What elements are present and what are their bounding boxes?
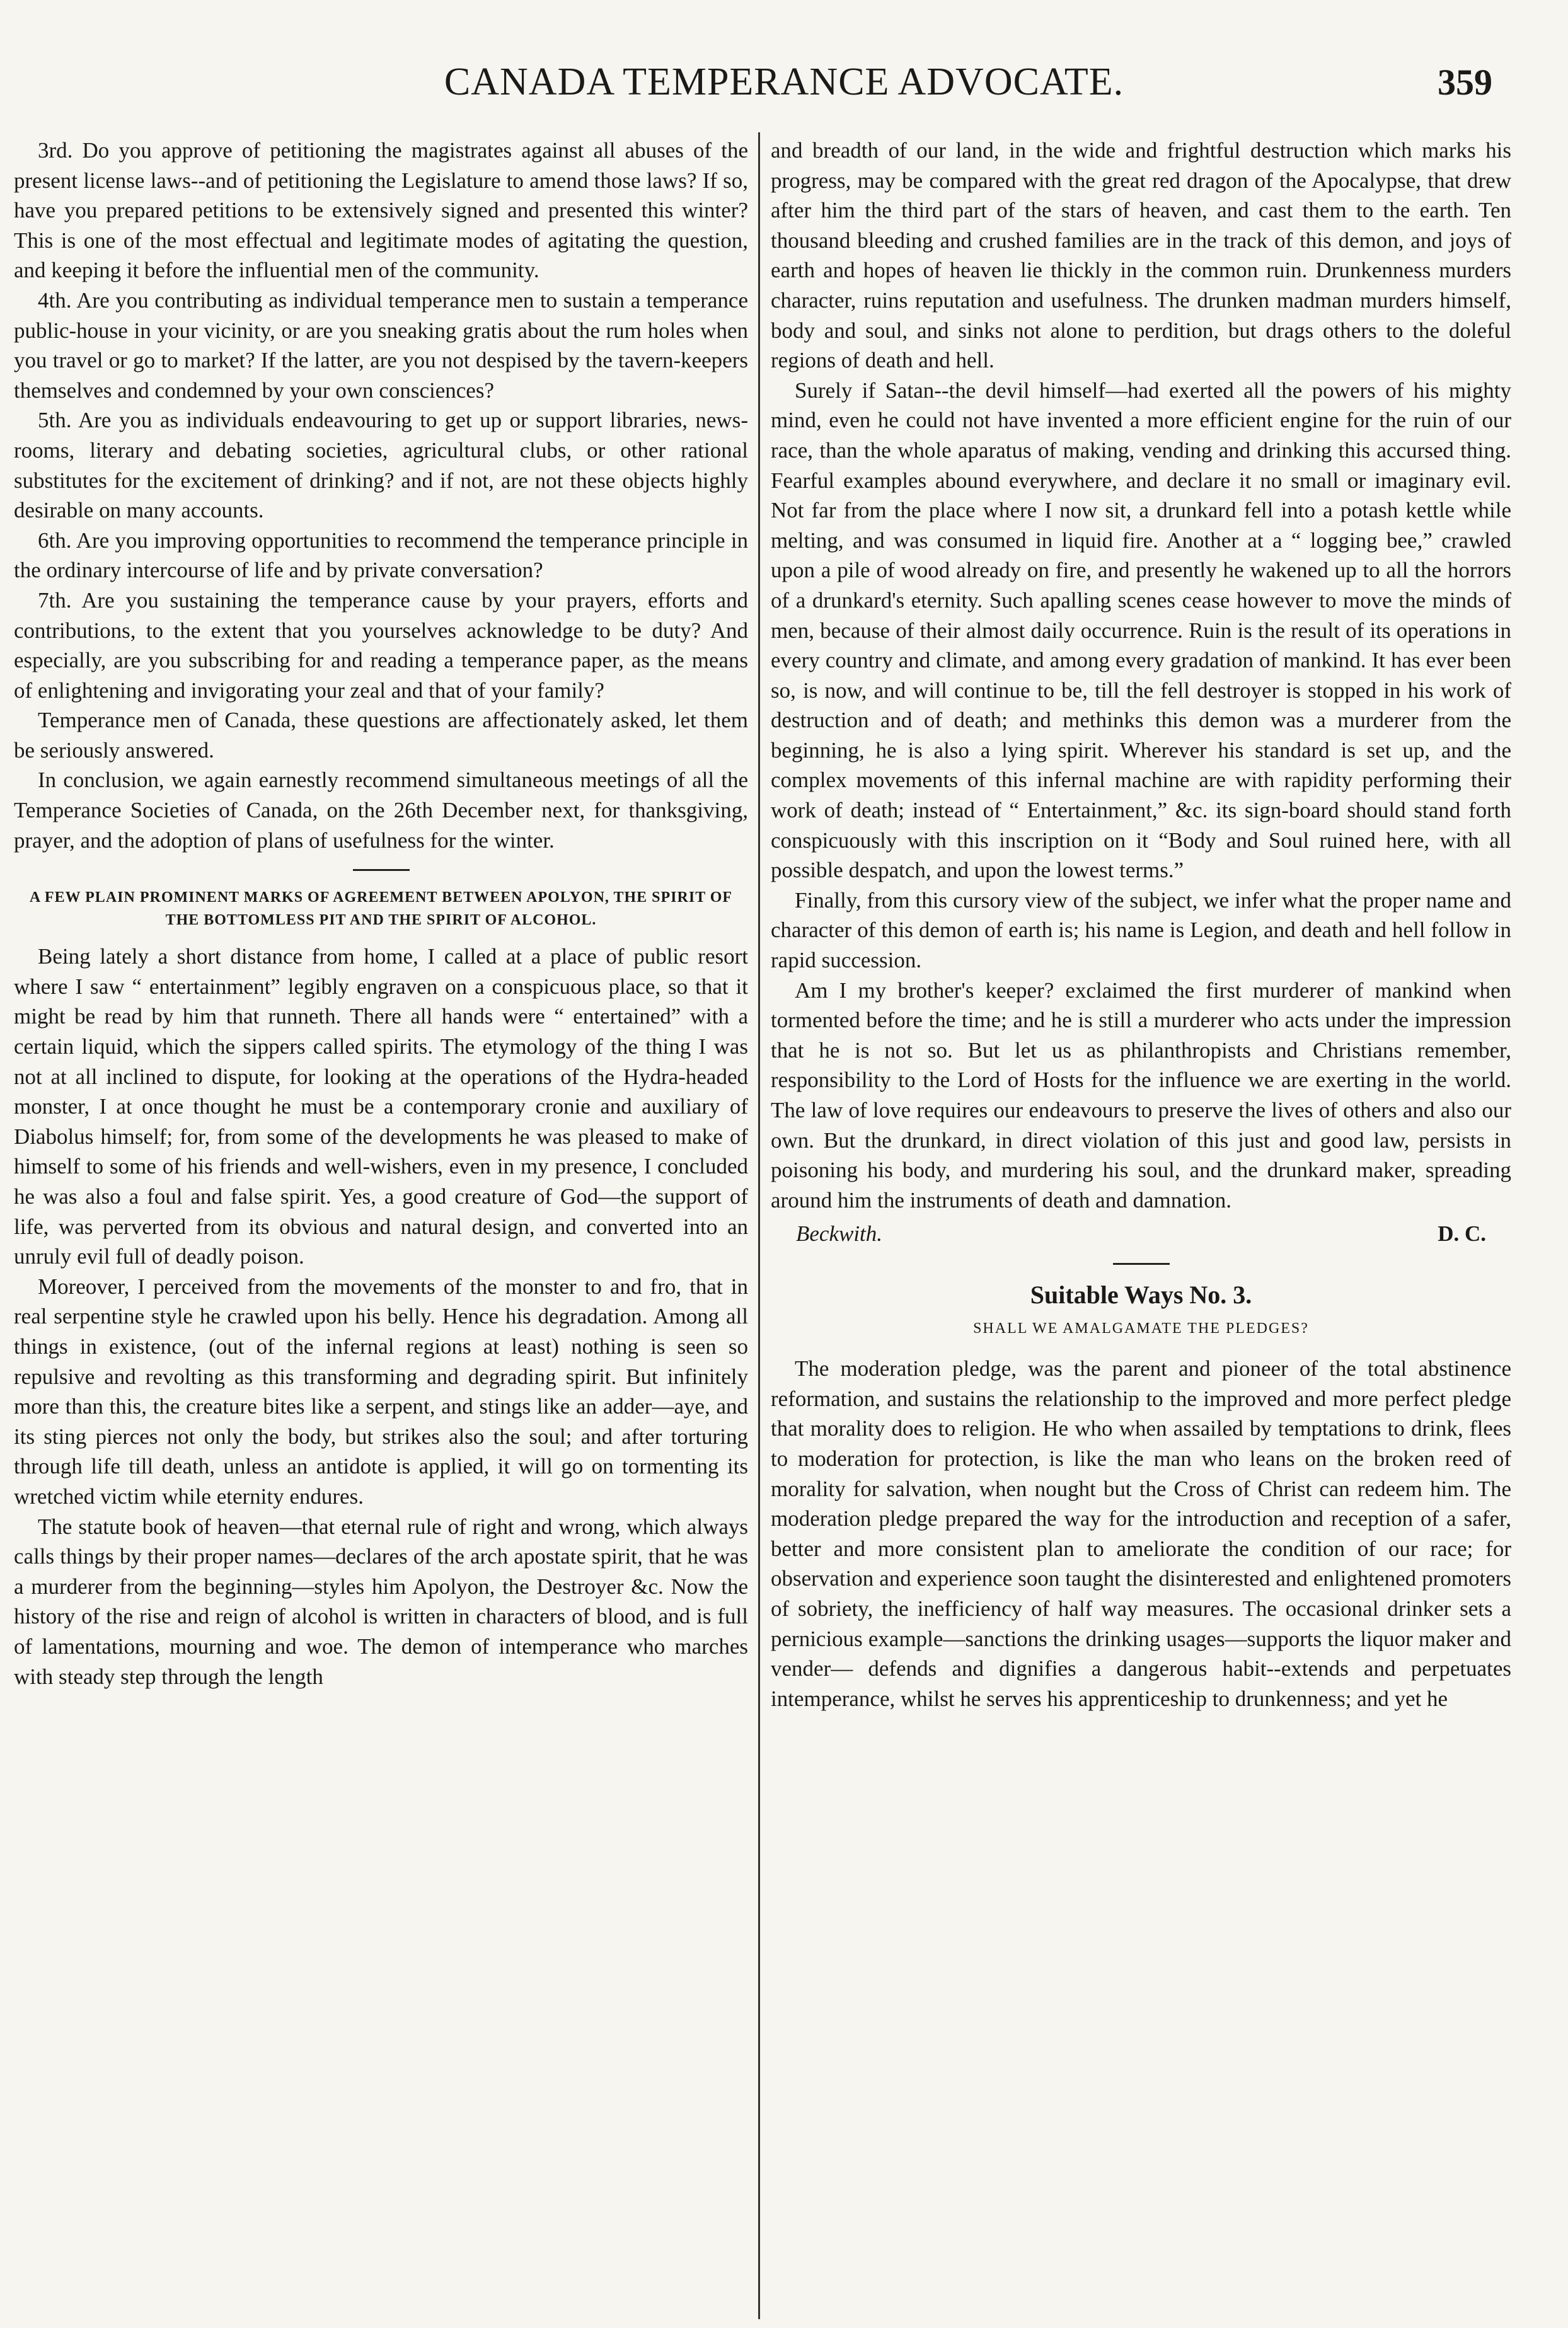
signature-place: Beckwith. bbox=[796, 1221, 883, 1247]
article-paragraph-being: Being lately a short distance from home, I called at a place of public resort where I saw “ entertainment” legibly engraven on a conspicuous place, so that it might be read by him that runneth. There all hands were “ entertained” with a certain liquid, which the sippers called spirits. The etymology of the thing I was not at all inclined to dispute, for looking at the operations of the Hydra-headed monster, I at once thought he must be a contemporary cronie and auxiliary of Diabolus himself; for, from some of the developments he was pleased to make of himself to some of his friends and well-wishers, even in my presence, I concluded he was also a foul and false spirit. Yes, a good creature of God—the support of life, was perverted from its obvious and natural design, and converted into an unruly evil full of deadly poison. bbox=[14, 944, 748, 1269]
article-paragraph-moderation: The moderation pledge, was the parent and pioneer of the total abstinence reformation, and sustains the relationship to the improved and more perfect pledge that morality does to religion. He who when assailed by temptations to drink, flees to moderation for protection, is like the man who leans on the broken reed of morality for salvation, when nought but the Cross of Christ can redeem him. The moderation pledge prepared the way for the introduction and reception of a safer, better and more consistent plan to ameliorate the condition of our race; for observation and experience soon taught the disinterested and enlightened promoters of sobriety, the inefficiency of half way measures. The occasional drinker sets a pernicious example—sanctions the drinking usages—supports the liquor maker and vender— defends and dignifies a dangerous habit--extends and perpetuates intemperance, whilst he serves his apprenticeship to drunkenness; and yet he bbox=[771, 1356, 1511, 1711]
running-title: CANADA TEMPERANCE ADVOCATE. bbox=[444, 61, 1124, 103]
article-paragraph-moreover: Moreover, I perceived from the movements of the monster to and fro, that in real serpentine style he crawled upon his belly. Hence his degradation. Among all things in existence, (out of the infernal regions at least) nothing is seen so repulsive and revolting as this transforming and degrading spirit. But infinitely more than this, the creature bites like a serpent, and stings like an adder—aye, and its sting pierces not only the body, but strikes also the soul; and after torturing through life till death, unless an antidote is applied, it will go on tormenting its wretched victim while eternity endures. bbox=[14, 1274, 748, 1509]
right-column bbox=[771, 135, 1511, 1714]
article-heading: A FEW PLAIN PROMINENT MARKS OF AGREEMENT BETWEEN APOLYON, THE SPIRIT OF THE BOTTOMLESS PIT AND THE SPIRIT OF ALCOHOL. bbox=[29, 889, 733, 929]
signature-initials: D. C. bbox=[1438, 1221, 1486, 1247]
question-3: 3rd. Do you approve of petitioning the magistrates against all abuses of the present license laws--and of petitioning the Legislature to amend those laws? If so, have you prepared petitions to be extensively signed and presented this winter? This is one of the most effectual and legitimate modes of agitating the question, and keeping it before the influential men of the community. bbox=[14, 138, 748, 283]
question-4: 4th. Are you contributing as individual temperance men to sustain a temperance public-house in your vicinity, or are you sneaking gratis about the rum holes when you travel or go to market? If the latter, are you not despised by the tavern-keepers themselves and condemned by your own consciences? bbox=[14, 287, 748, 403]
appeal-paragraph: Temperance men of Canada, these questions are affectionately asked, let them be seriously answered. bbox=[14, 708, 748, 763]
section-divider bbox=[1113, 1263, 1170, 1265]
column-divider bbox=[758, 132, 760, 2319]
article-paragraph-brother: Am I my brother's keeper? exclaimed the first murderer of mankind when tormented before the time; and he is still a murderer who acts under the impression that he is not so. But let us as philanthropists and Christians remember, responsibility to the Lord of Hosts for the influence we are exerting in the world. The law of love requires our endeavours to preserve the lives of others and also our own. But the drunkard, in direct violation of this just and good law, persists in poisoning his body, and murdering his soul, and the drunkard maker, spreading around him the instruments of death and damnation. bbox=[771, 977, 1511, 1213]
page-number: 359 bbox=[1438, 62, 1492, 103]
section-subtitle: SHALL WE AMALGAMATE THE PLEDGES? bbox=[973, 1320, 1309, 1337]
section-title: Suitable Ways No. 3. bbox=[1030, 1280, 1252, 1309]
conclusion-paragraph: In conclusion, we again earnestly recommend simultaneous meetings of all the Temperance Societies of Canada, on the 26th December next, for thanksgiving, prayer, and the adoption of plans of usefulness for the winter. bbox=[14, 768, 748, 853]
left-column bbox=[14, 135, 748, 1691]
article-paragraph-finally: Finally, from this cursory view of the subject, we infer what the proper name and character of this demon of earth is; his name is Legion, and death and hell follow in rapid succession. bbox=[771, 887, 1511, 973]
article-paragraph-statute: The statute book of heaven—that eternal rule of right and wrong, which always calls things by their proper names—declares of the arch apostate spirit, that he was a murderer from the beginning—styles him Apolyon, the Destroyer &c. Now the history of the rise and reign of alcohol is written in characters of blood, and is full of lamentations, mourning and woe. The demon of intemperance who marches with steady step through the length bbox=[14, 1514, 748, 1689]
question-5: 5th. Are you as individuals endeavouring to get up or support libraries, news-rooms, literary and debating societies, agricultural clubs, or other rational substitutes for the excitement of drinking? and if not, are not these objects highly desirable on many accounts. bbox=[14, 408, 748, 523]
section-divider bbox=[353, 869, 410, 871]
page-header bbox=[0, 60, 1568, 117]
question-6: 6th. Are you improving opportunities to recommend the temperance principle in the ordinary intercourse of life and by private conversation? bbox=[14, 527, 748, 583]
question-7: 7th. Are you sustaining the temperance cause by your prayers, efforts and contributions, to the extent that you yourselves acknowledge to be duty? And especially, are you subscribing for and reading a temperance paper, as the means of enlightening and invigorating your zeal and that of your family? bbox=[14, 587, 748, 703]
article-signature bbox=[796, 1219, 1486, 1249]
article-paragraph-surely: Surely if Satan--the devil himself—had exerted all the powers of his mighty mind, even he could not have invented a more efficient engine for the ruin of our race, than the whole aparatus of making, vending and drinking this accursed thing. Fearful examples abound everywhere, and declare it no small or imaginary evil. Not far from the place where I now sit, a drunkard fell into a potash kettle while melting, and was consumed in liquid fire. Another at a “ logging bee,” crawled upon a pile of wood already on fire, and presently he wakened up to all the horrors of a drunkard's eternity. Such apalling scenes cease however to move the minds of men, because of their almost daily occurrence. Ruin is the result of its operations in every country and climate, and among every gradation of mankind. It has ever been so, is now, and will continue to be, till the fell destroyer is stopped in his work of destruction and of death; and methinks this demon was a murderer from the beginning, he is also a lying spirit. Wherever his standard is set up, and the complex movements of this infernal machine are with rapidity performing their work of death; instead of “ Entertainment,” &c. its sign-board should stand forth conspicuously with this inscription on it “Body and Soul ruined here, with all possible despatch, and upon the lowest terms.” bbox=[771, 377, 1511, 883]
article-paragraph-breadth: and breadth of our land, in the wide and frightful destruction which marks his progress, may be compared with the great red dragon of the Apocalypse, that drew after him the third part of the stars of heaven, and cast them to the earth. Ten thousand bleeding and crushed families are in the track of this demon, and joys of earth and hopes of heaven lie thickly in the common ruin. Drunkenness murders character, ruins reputation and usefulness. The drunken madman murders himself, body and soul, and sinks not alone to perdition, but drags others to the doleful regions of death and hell. bbox=[771, 138, 1511, 373]
